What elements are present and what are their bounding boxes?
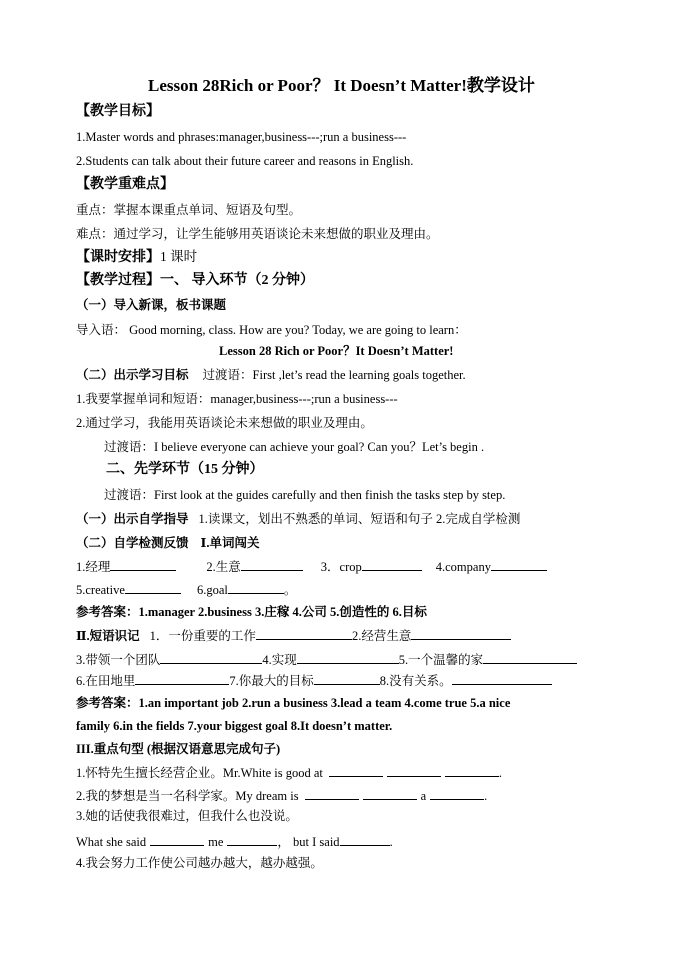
word-item: 1.经理 [76, 560, 111, 574]
sentence-text: ， but I said [277, 835, 340, 849]
intro-text: 导入语： Good morning, class. How are you? Today, we are going to learn： [76, 323, 467, 337]
answer-blank[interactable] [297, 651, 399, 664]
goal-2: 2.通过学习，我能用英语谈论未来想做的职业及理由。 [76, 416, 373, 430]
answer-blank[interactable] [362, 558, 422, 571]
answer-blank[interactable] [256, 627, 352, 640]
answer-blank[interactable] [305, 787, 359, 800]
sentence-text: 1.怀特先生擅长经营企业。Mr.White is good at [76, 766, 323, 780]
answer-blank[interactable] [150, 833, 204, 846]
objective-2: 2.Students can talk about their future career and reasons in English. [76, 154, 414, 168]
sentence-1 [76, 764, 502, 781]
answer-blank[interactable] [363, 787, 417, 800]
phrase-row-2 [76, 651, 577, 668]
sentence-text: me [208, 835, 224, 849]
answer-blank[interactable] [125, 581, 181, 594]
section-heading-objectives: 【教学目标】 [76, 104, 160, 119]
phrases-title: Ⅱ.短语识记 [76, 629, 140, 643]
sentence-2 [76, 787, 487, 804]
part1-title: （一）导入新课，板书课题 [76, 298, 227, 312]
phrase-row-3 [76, 672, 552, 689]
stage2-transition: 过渡语：First look at the guides carefully and then finish the tasks step by step. [104, 488, 506, 502]
answer-blank[interactable] [329, 764, 383, 777]
phrase-item: 1．一份重要的工作 [149, 629, 256, 643]
phrase-item: 3.带领一个团队 [76, 653, 161, 667]
sentence-text: 2.我的梦想是当一名科学家。My dream is [76, 789, 299, 803]
goal-1: 1.我要掌握单词和短语：manager,business---;run a business--- [76, 392, 398, 406]
guide-text: 1.读课文，划出不熟悉的单词、短语和句子 2.完成自学检测 [198, 512, 521, 526]
answer-blank[interactable] [228, 581, 284, 594]
sentences-title: III.重点句型 (根据汉语意思完成句子) [76, 742, 281, 756]
answer-blank[interactable] [483, 651, 577, 664]
answer-blank[interactable] [314, 672, 380, 685]
answer-blank[interactable] [411, 627, 511, 640]
answer-blank[interactable] [491, 558, 547, 571]
answer-blank[interactable] [445, 764, 499, 777]
word-item: 2.生意 [206, 560, 241, 574]
sentence-text: What she said [76, 835, 147, 849]
answer-blank[interactable] [227, 833, 277, 846]
page-title: Lesson 28Rich or Poor？ It Doesn’t Matter!教学设计 [148, 76, 535, 95]
feedback-row [76, 535, 260, 551]
sentence-text: a [420, 789, 427, 803]
sentence-3-cn: 3.她的话使我很难过，但我什么也没说。 [76, 809, 298, 823]
answer-blank[interactable] [135, 672, 229, 685]
words-answer: 参考答案：1.manager 2.business 3.庄稼 4.公司 5.创造性的 6.目标 [76, 605, 427, 619]
word-item: 6.goal [196, 583, 228, 597]
section-heading-process: 【教学过程】一、 导入环节（2 分钟） [76, 273, 314, 288]
objective-1: 1.Master words and phrases:manager,business---;run a business--- [76, 130, 407, 144]
sentence-4: 4.我会努力工作使公司越办越大，越办越强。 [76, 856, 323, 870]
word-row-1 [76, 558, 547, 575]
period: . [484, 789, 488, 803]
phrases-answer-1: 参考答案：1.an important job 2.run a business 3.lead a team 4.come true 5.a nice [76, 696, 511, 710]
lesson-schedule [76, 249, 197, 266]
phrase-item: 6.在田地里 [76, 674, 136, 688]
period: . [498, 766, 502, 780]
phrase-item: 2.经营生意 [351, 629, 412, 643]
phrase-row-1 [76, 627, 511, 644]
lesson-title: Lesson 28 Rich or Poor？It Doesn’t Matter! [219, 344, 454, 358]
word-item: 3．crop [320, 560, 362, 574]
word-item: 4.company [435, 560, 491, 574]
answer-blank[interactable] [430, 787, 484, 800]
transition-2: 过渡语：I believe everyone can achieve your goal? Can you？Let’s begin . [104, 440, 485, 454]
schedule-value: 1 课时 [160, 249, 198, 264]
sentence-3-en [76, 833, 393, 850]
part2-row [76, 367, 466, 383]
word-item: 5.creative [76, 583, 125, 597]
period: . [389, 835, 393, 849]
key-point: 重点：掌握本课重点单词、短语及句型。 [76, 203, 302, 217]
answer-blank[interactable] [160, 651, 262, 664]
feedback-title: （二）自学检测反馈 [76, 536, 189, 550]
word-row-2 [76, 581, 296, 598]
section-heading-key-points: 【教学重难点】 [76, 177, 174, 192]
answer-blank[interactable] [340, 833, 390, 846]
stage2-heading: 二、先学环节（15 分钟） [106, 462, 264, 477]
difficult-point: 难点：通过学习，让学生能够用英语谈论未来想做的职业及理由。 [76, 227, 439, 241]
phrase-item: 7.你最大的目标 [229, 674, 314, 688]
part2-title: （二）出示学习目标 [76, 368, 189, 382]
answer-blank[interactable] [452, 672, 552, 685]
answer-blank[interactable] [387, 764, 441, 777]
answer-blank[interactable] [241, 558, 303, 571]
phrase-item: 4.实现 [262, 653, 297, 667]
guide-row [76, 511, 520, 527]
phrases-answer-2: family 6.in the fields 7.your biggest goal 8.It doesn’t matter. [76, 719, 393, 733]
period: 。 [283, 583, 297, 597]
guide-title: （一）出示自学指导 [76, 512, 189, 526]
phrase-item: 5.一个温馨的家 [398, 653, 484, 667]
part2-transition: 过渡语：First ,let’s read the learning goals together. [202, 368, 466, 382]
feedback-sub: Ⅰ.单词闯关 [200, 536, 260, 550]
phrase-item: 8.没有关系。 [379, 674, 452, 688]
section-heading-schedule: 【课时安排】 [76, 250, 160, 265]
answer-blank[interactable] [110, 558, 176, 571]
